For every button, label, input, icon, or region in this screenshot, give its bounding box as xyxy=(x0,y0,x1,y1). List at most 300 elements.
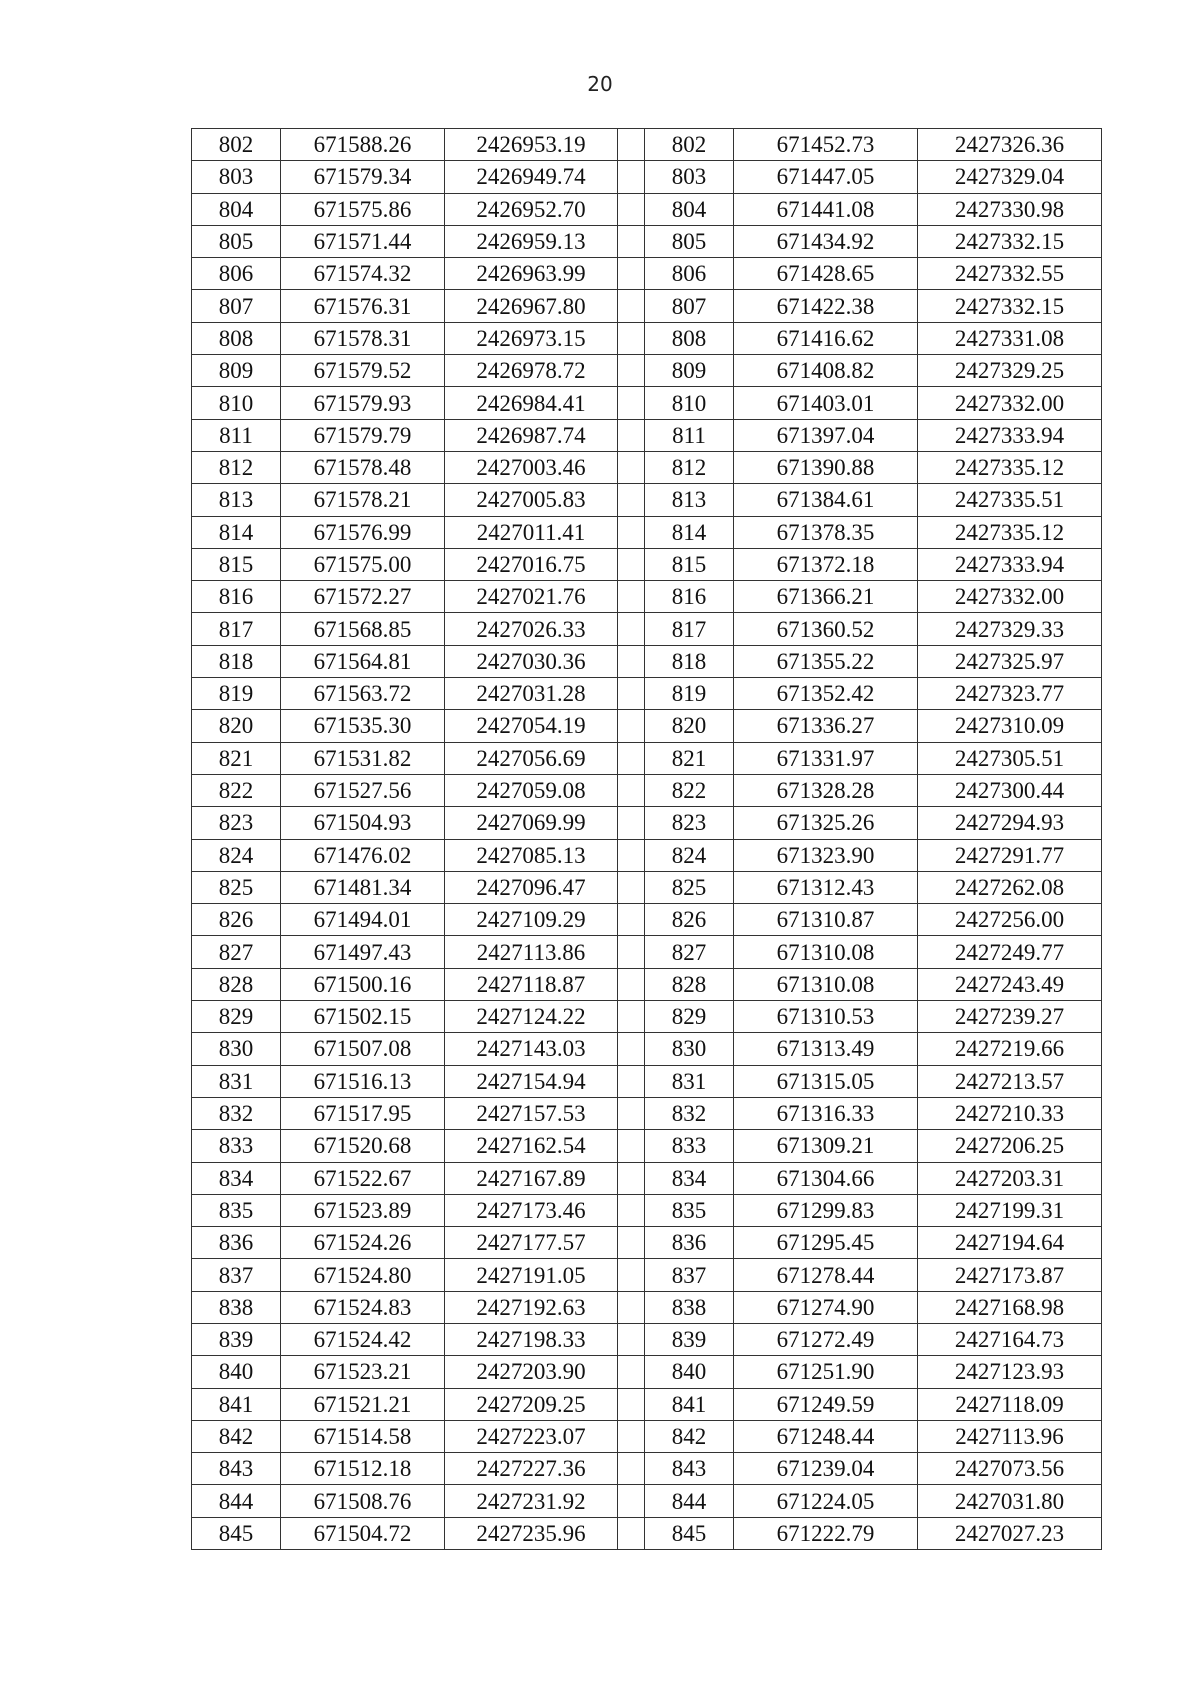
table-row xyxy=(192,193,1102,225)
left-x-coordinate: 671500.16 xyxy=(281,968,445,1000)
gap-cell xyxy=(618,871,645,903)
table-row xyxy=(192,774,1102,806)
gap-cell xyxy=(618,1001,645,1033)
left-point-id: 835 xyxy=(192,1194,281,1226)
left-point-id: 806 xyxy=(192,258,281,290)
right-x-coordinate: 671390.88 xyxy=(734,451,918,483)
left-point-id: 837 xyxy=(192,1259,281,1291)
right-x-coordinate: 671315.05 xyxy=(734,1065,918,1097)
right-y-coordinate: 2427332.15 xyxy=(918,225,1102,257)
left-y-coordinate: 2427223.07 xyxy=(445,1420,618,1452)
left-point-id: 811 xyxy=(192,419,281,451)
right-y-coordinate: 2427332.00 xyxy=(918,387,1102,419)
left-x-coordinate: 671520.68 xyxy=(281,1130,445,1162)
right-x-coordinate: 671331.97 xyxy=(734,742,918,774)
right-x-coordinate: 671336.27 xyxy=(734,710,918,742)
left-point-id: 831 xyxy=(192,1065,281,1097)
right-x-coordinate: 671299.83 xyxy=(734,1194,918,1226)
left-point-id: 807 xyxy=(192,290,281,322)
left-x-coordinate: 671578.31 xyxy=(281,322,445,354)
gap-cell xyxy=(618,936,645,968)
right-y-coordinate: 2427294.93 xyxy=(918,807,1102,839)
right-x-coordinate: 671313.49 xyxy=(734,1033,918,1065)
right-point-id: 833 xyxy=(645,1130,734,1162)
left-x-coordinate: 671507.08 xyxy=(281,1033,445,1065)
right-y-coordinate: 2427335.12 xyxy=(918,451,1102,483)
right-y-coordinate: 2427330.98 xyxy=(918,193,1102,225)
left-point-id: 841 xyxy=(192,1388,281,1420)
right-x-coordinate: 671295.45 xyxy=(734,1227,918,1259)
right-point-id: 813 xyxy=(645,484,734,516)
table-row xyxy=(192,1517,1102,1549)
left-y-coordinate: 2427235.96 xyxy=(445,1517,618,1549)
right-point-id: 806 xyxy=(645,258,734,290)
right-y-coordinate: 2427326.36 xyxy=(918,129,1102,161)
right-point-id: 827 xyxy=(645,936,734,968)
table-row xyxy=(192,548,1102,580)
left-point-id: 808 xyxy=(192,322,281,354)
right-y-coordinate: 2427300.44 xyxy=(918,774,1102,806)
right-x-coordinate: 671304.66 xyxy=(734,1162,918,1194)
left-x-coordinate: 671524.26 xyxy=(281,1227,445,1259)
gap-cell xyxy=(618,290,645,322)
gap-cell xyxy=(618,1227,645,1259)
left-y-coordinate: 2426973.15 xyxy=(445,322,618,354)
right-y-coordinate: 2427256.00 xyxy=(918,904,1102,936)
left-point-id: 813 xyxy=(192,484,281,516)
right-y-coordinate: 2427305.51 xyxy=(918,742,1102,774)
left-point-id: 814 xyxy=(192,516,281,548)
table-row xyxy=(192,1388,1102,1420)
left-x-coordinate: 671514.58 xyxy=(281,1420,445,1452)
left-x-coordinate: 671522.67 xyxy=(281,1162,445,1194)
right-point-id: 834 xyxy=(645,1162,734,1194)
right-point-id: 828 xyxy=(645,968,734,1000)
right-point-id: 844 xyxy=(645,1485,734,1517)
right-point-id: 819 xyxy=(645,678,734,710)
left-point-id: 822 xyxy=(192,774,281,806)
left-y-coordinate: 2427005.83 xyxy=(445,484,618,516)
left-x-coordinate: 671523.21 xyxy=(281,1356,445,1388)
left-y-coordinate: 2427157.53 xyxy=(445,1097,618,1129)
left-x-coordinate: 671568.85 xyxy=(281,613,445,645)
left-point-id: 828 xyxy=(192,968,281,1000)
left-y-coordinate: 2427227.36 xyxy=(445,1453,618,1485)
right-x-coordinate: 671441.08 xyxy=(734,193,918,225)
left-x-coordinate: 671523.89 xyxy=(281,1194,445,1226)
right-y-coordinate: 2427213.57 xyxy=(918,1065,1102,1097)
left-y-coordinate: 2426967.80 xyxy=(445,290,618,322)
right-x-coordinate: 671360.52 xyxy=(734,613,918,645)
gap-cell xyxy=(618,774,645,806)
gap-cell xyxy=(618,387,645,419)
left-point-id: 838 xyxy=(192,1291,281,1323)
left-point-id: 844 xyxy=(192,1485,281,1517)
left-x-coordinate: 671524.80 xyxy=(281,1259,445,1291)
left-point-id: 818 xyxy=(192,645,281,677)
right-x-coordinate: 671224.05 xyxy=(734,1485,918,1517)
table-row xyxy=(192,1356,1102,1388)
gap-cell xyxy=(618,1323,645,1355)
gap-cell xyxy=(618,1485,645,1517)
gap-cell xyxy=(618,904,645,936)
table-row xyxy=(192,1323,1102,1355)
right-point-id: 820 xyxy=(645,710,734,742)
left-x-coordinate: 671579.52 xyxy=(281,355,445,387)
left-point-id: 815 xyxy=(192,548,281,580)
right-y-coordinate: 2427073.56 xyxy=(918,1453,1102,1485)
left-point-id: 803 xyxy=(192,161,281,193)
left-x-coordinate: 671531.82 xyxy=(281,742,445,774)
left-y-coordinate: 2427056.69 xyxy=(445,742,618,774)
left-point-id: 842 xyxy=(192,1420,281,1452)
right-x-coordinate: 671378.35 xyxy=(734,516,918,548)
right-x-coordinate: 671310.08 xyxy=(734,936,918,968)
gap-cell xyxy=(618,225,645,257)
left-point-id: 812 xyxy=(192,451,281,483)
right-point-id: 816 xyxy=(645,581,734,613)
table-row xyxy=(192,129,1102,161)
right-point-id: 809 xyxy=(645,355,734,387)
right-point-id: 845 xyxy=(645,1517,734,1549)
left-point-id: 836 xyxy=(192,1227,281,1259)
gap-cell xyxy=(618,258,645,290)
gap-cell xyxy=(618,613,645,645)
left-point-id: 840 xyxy=(192,1356,281,1388)
left-y-coordinate: 2426959.13 xyxy=(445,225,618,257)
right-x-coordinate: 671408.82 xyxy=(734,355,918,387)
right-x-coordinate: 671384.61 xyxy=(734,484,918,516)
right-point-id: 810 xyxy=(645,387,734,419)
left-x-coordinate: 671575.86 xyxy=(281,193,445,225)
left-y-coordinate: 2427096.47 xyxy=(445,871,618,903)
right-y-coordinate: 2427335.12 xyxy=(918,516,1102,548)
left-y-coordinate: 2427113.86 xyxy=(445,936,618,968)
gap-cell xyxy=(618,581,645,613)
left-point-id: 816 xyxy=(192,581,281,613)
right-point-id: 843 xyxy=(645,1453,734,1485)
right-point-id: 807 xyxy=(645,290,734,322)
gap-cell xyxy=(618,1097,645,1129)
right-x-coordinate: 671222.79 xyxy=(734,1517,918,1549)
right-y-coordinate: 2427333.94 xyxy=(918,548,1102,580)
left-point-id: 832 xyxy=(192,1097,281,1129)
right-point-id: 841 xyxy=(645,1388,734,1420)
right-x-coordinate: 671325.26 xyxy=(734,807,918,839)
left-point-id: 829 xyxy=(192,1001,281,1033)
left-y-coordinate: 2426952.70 xyxy=(445,193,618,225)
left-y-coordinate: 2427143.03 xyxy=(445,1033,618,1065)
left-x-coordinate: 671572.27 xyxy=(281,581,445,613)
left-y-coordinate: 2427011.41 xyxy=(445,516,618,548)
right-x-coordinate: 671434.92 xyxy=(734,225,918,257)
left-y-coordinate: 2427021.76 xyxy=(445,581,618,613)
table-row xyxy=(192,484,1102,516)
right-x-coordinate: 671352.42 xyxy=(734,678,918,710)
right-x-coordinate: 671316.33 xyxy=(734,1097,918,1129)
right-point-id: 802 xyxy=(645,129,734,161)
left-y-coordinate: 2427124.22 xyxy=(445,1001,618,1033)
left-point-id: 823 xyxy=(192,807,281,839)
left-y-coordinate: 2426984.41 xyxy=(445,387,618,419)
left-x-coordinate: 671579.79 xyxy=(281,419,445,451)
left-x-coordinate: 671517.95 xyxy=(281,1097,445,1129)
right-y-coordinate: 2427335.51 xyxy=(918,484,1102,516)
left-y-coordinate: 2427162.54 xyxy=(445,1130,618,1162)
right-y-coordinate: 2427262.08 xyxy=(918,871,1102,903)
gap-cell xyxy=(618,807,645,839)
left-x-coordinate: 671516.13 xyxy=(281,1065,445,1097)
right-y-coordinate: 2427329.04 xyxy=(918,161,1102,193)
right-point-id: 823 xyxy=(645,807,734,839)
right-y-coordinate: 2427325.97 xyxy=(918,645,1102,677)
table-row xyxy=(192,322,1102,354)
left-point-id: 826 xyxy=(192,904,281,936)
left-x-coordinate: 671504.93 xyxy=(281,807,445,839)
gap-cell xyxy=(618,161,645,193)
left-y-coordinate: 2427203.90 xyxy=(445,1356,618,1388)
gap-cell xyxy=(618,1420,645,1452)
table-row xyxy=(192,1420,1102,1452)
right-y-coordinate: 2427323.77 xyxy=(918,678,1102,710)
right-point-id: 842 xyxy=(645,1420,734,1452)
right-point-id: 826 xyxy=(645,904,734,936)
left-y-coordinate: 2427030.36 xyxy=(445,645,618,677)
gap-cell xyxy=(618,1033,645,1065)
right-x-coordinate: 671452.73 xyxy=(734,129,918,161)
right-y-coordinate: 2427332.55 xyxy=(918,258,1102,290)
table-row xyxy=(192,710,1102,742)
right-y-coordinate: 2427331.08 xyxy=(918,322,1102,354)
right-x-coordinate: 671422.38 xyxy=(734,290,918,322)
table-row xyxy=(192,1485,1102,1517)
table-row xyxy=(192,968,1102,1000)
right-y-coordinate: 2427203.31 xyxy=(918,1162,1102,1194)
left-y-coordinate: 2427003.46 xyxy=(445,451,618,483)
table-row xyxy=(192,581,1102,613)
right-x-coordinate: 671249.59 xyxy=(734,1388,918,1420)
left-x-coordinate: 671524.42 xyxy=(281,1323,445,1355)
table-row xyxy=(192,1291,1102,1323)
gap-cell xyxy=(618,419,645,451)
left-x-coordinate: 671571.44 xyxy=(281,225,445,257)
right-x-coordinate: 671274.90 xyxy=(734,1291,918,1323)
right-y-coordinate: 2427243.49 xyxy=(918,968,1102,1000)
right-y-coordinate: 2427210.33 xyxy=(918,1097,1102,1129)
left-y-coordinate: 2427059.08 xyxy=(445,774,618,806)
right-y-coordinate: 2427206.25 xyxy=(918,1130,1102,1162)
right-x-coordinate: 671397.04 xyxy=(734,419,918,451)
right-y-coordinate: 2427113.96 xyxy=(918,1420,1102,1452)
left-x-coordinate: 671578.21 xyxy=(281,484,445,516)
left-x-coordinate: 671576.31 xyxy=(281,290,445,322)
left-x-coordinate: 671579.34 xyxy=(281,161,445,193)
left-x-coordinate: 671564.81 xyxy=(281,645,445,677)
left-y-coordinate: 2426949.74 xyxy=(445,161,618,193)
left-y-coordinate: 2426963.99 xyxy=(445,258,618,290)
gap-cell xyxy=(618,839,645,871)
right-x-coordinate: 671447.05 xyxy=(734,161,918,193)
left-point-id: 817 xyxy=(192,613,281,645)
page-number: 20 xyxy=(587,72,613,96)
right-y-coordinate: 2427332.15 xyxy=(918,290,1102,322)
table-row xyxy=(192,1227,1102,1259)
left-y-coordinate: 2426978.72 xyxy=(445,355,618,387)
table-row xyxy=(192,355,1102,387)
gap-cell xyxy=(618,1291,645,1323)
right-x-coordinate: 671248.44 xyxy=(734,1420,918,1452)
right-point-id: 838 xyxy=(645,1291,734,1323)
right-y-coordinate: 2427031.80 xyxy=(918,1485,1102,1517)
left-y-coordinate: 2427026.33 xyxy=(445,613,618,645)
left-point-id: 834 xyxy=(192,1162,281,1194)
gap-cell xyxy=(618,1162,645,1194)
gap-cell xyxy=(618,710,645,742)
table-row xyxy=(192,1001,1102,1033)
right-point-id: 837 xyxy=(645,1259,734,1291)
right-point-id: 812 xyxy=(645,451,734,483)
right-point-id: 811 xyxy=(645,419,734,451)
right-y-coordinate: 2427219.66 xyxy=(918,1033,1102,1065)
left-point-id: 821 xyxy=(192,742,281,774)
right-point-id: 835 xyxy=(645,1194,734,1226)
left-y-coordinate: 2427118.87 xyxy=(445,968,618,1000)
left-x-coordinate: 671497.43 xyxy=(281,936,445,968)
table-row xyxy=(192,290,1102,322)
right-x-coordinate: 671239.04 xyxy=(734,1453,918,1485)
right-point-id: 839 xyxy=(645,1323,734,1355)
gap-cell xyxy=(618,322,645,354)
table-row xyxy=(192,1065,1102,1097)
gap-cell xyxy=(618,1259,645,1291)
left-x-coordinate: 671563.72 xyxy=(281,678,445,710)
table-row xyxy=(192,742,1102,774)
table-row xyxy=(192,225,1102,257)
gap-cell xyxy=(618,1194,645,1226)
left-x-coordinate: 671575.00 xyxy=(281,548,445,580)
right-y-coordinate: 2427332.00 xyxy=(918,581,1102,613)
right-x-coordinate: 671328.28 xyxy=(734,774,918,806)
table-row xyxy=(192,1097,1102,1129)
gap-cell xyxy=(618,548,645,580)
table-row xyxy=(192,1162,1102,1194)
coordinate-table-body xyxy=(192,129,1102,1550)
left-point-id: 833 xyxy=(192,1130,281,1162)
table-row xyxy=(192,516,1102,548)
table-row xyxy=(192,1130,1102,1162)
coordinate-table xyxy=(191,128,1102,1550)
left-point-id: 810 xyxy=(192,387,281,419)
left-x-coordinate: 671502.15 xyxy=(281,1001,445,1033)
gap-cell xyxy=(618,451,645,483)
left-x-coordinate: 671508.76 xyxy=(281,1485,445,1517)
table-row xyxy=(192,258,1102,290)
left-point-id: 827 xyxy=(192,936,281,968)
right-point-id: 808 xyxy=(645,322,734,354)
left-x-coordinate: 671579.93 xyxy=(281,387,445,419)
right-x-coordinate: 671310.53 xyxy=(734,1001,918,1033)
table-row xyxy=(192,936,1102,968)
right-y-coordinate: 2427329.25 xyxy=(918,355,1102,387)
left-x-coordinate: 671504.72 xyxy=(281,1517,445,1549)
right-point-id: 832 xyxy=(645,1097,734,1129)
right-point-id: 825 xyxy=(645,871,734,903)
right-y-coordinate: 2427164.73 xyxy=(918,1323,1102,1355)
left-x-coordinate: 671494.01 xyxy=(281,904,445,936)
right-point-id: 840 xyxy=(645,1356,734,1388)
right-x-coordinate: 671403.01 xyxy=(734,387,918,419)
gap-cell xyxy=(618,1517,645,1549)
right-x-coordinate: 671251.90 xyxy=(734,1356,918,1388)
right-x-coordinate: 671372.18 xyxy=(734,548,918,580)
gap-cell xyxy=(618,355,645,387)
left-point-id: 839 xyxy=(192,1323,281,1355)
right-x-coordinate: 671366.21 xyxy=(734,581,918,613)
right-point-id: 804 xyxy=(645,193,734,225)
gap-cell xyxy=(618,516,645,548)
gap-cell xyxy=(618,742,645,774)
left-y-coordinate: 2427031.28 xyxy=(445,678,618,710)
right-y-coordinate: 2427168.98 xyxy=(918,1291,1102,1323)
right-x-coordinate: 671309.21 xyxy=(734,1130,918,1162)
left-y-coordinate: 2427167.89 xyxy=(445,1162,618,1194)
left-x-coordinate: 671524.83 xyxy=(281,1291,445,1323)
right-point-id: 821 xyxy=(645,742,734,774)
left-point-id: 825 xyxy=(192,871,281,903)
left-point-id: 804 xyxy=(192,193,281,225)
gap-cell xyxy=(618,1130,645,1162)
left-point-id: 805 xyxy=(192,225,281,257)
right-x-coordinate: 671355.22 xyxy=(734,645,918,677)
right-point-id: 815 xyxy=(645,548,734,580)
right-x-coordinate: 671272.49 xyxy=(734,1323,918,1355)
table-row xyxy=(192,161,1102,193)
right-x-coordinate: 671310.87 xyxy=(734,904,918,936)
table-row xyxy=(192,1033,1102,1065)
right-point-id: 831 xyxy=(645,1065,734,1097)
left-y-coordinate: 2427154.94 xyxy=(445,1065,618,1097)
right-y-coordinate: 2427123.93 xyxy=(918,1356,1102,1388)
left-y-coordinate: 2427177.57 xyxy=(445,1227,618,1259)
right-point-id: 824 xyxy=(645,839,734,871)
left-point-id: 830 xyxy=(192,1033,281,1065)
right-point-id: 817 xyxy=(645,613,734,645)
left-y-coordinate: 2426987.74 xyxy=(445,419,618,451)
left-y-coordinate: 2427198.33 xyxy=(445,1323,618,1355)
right-point-id: 830 xyxy=(645,1033,734,1065)
left-x-coordinate: 671576.99 xyxy=(281,516,445,548)
left-x-coordinate: 671481.34 xyxy=(281,871,445,903)
right-y-coordinate: 2427118.09 xyxy=(918,1388,1102,1420)
right-point-id: 805 xyxy=(645,225,734,257)
right-point-id: 818 xyxy=(645,645,734,677)
table-row xyxy=(192,871,1102,903)
gap-cell xyxy=(618,193,645,225)
left-x-coordinate: 671527.56 xyxy=(281,774,445,806)
left-y-coordinate: 2427069.99 xyxy=(445,807,618,839)
gap-cell xyxy=(618,1065,645,1097)
left-y-coordinate: 2427109.29 xyxy=(445,904,618,936)
table-row xyxy=(192,1194,1102,1226)
left-point-id: 843 xyxy=(192,1453,281,1485)
left-y-coordinate: 2427085.13 xyxy=(445,839,618,871)
gap-cell xyxy=(618,1388,645,1420)
left-x-coordinate: 671535.30 xyxy=(281,710,445,742)
gap-cell xyxy=(618,129,645,161)
gap-cell xyxy=(618,1453,645,1485)
table-row xyxy=(192,613,1102,645)
left-y-coordinate: 2427173.46 xyxy=(445,1194,618,1226)
